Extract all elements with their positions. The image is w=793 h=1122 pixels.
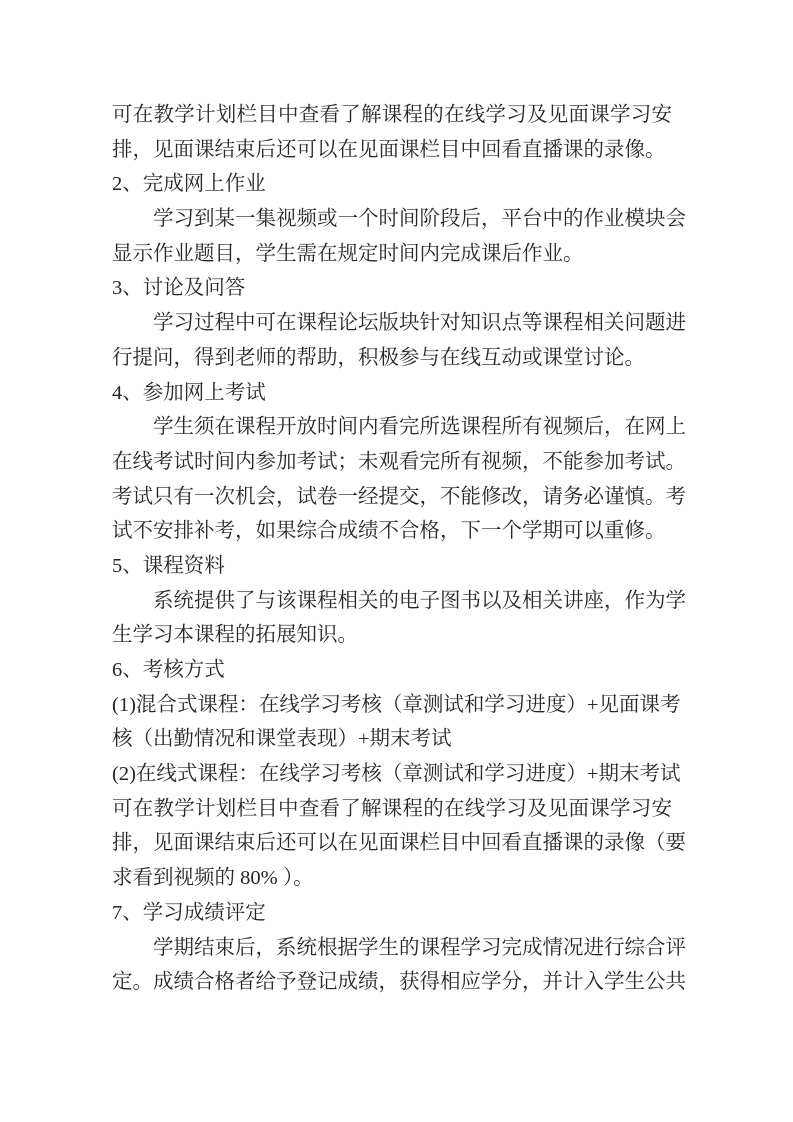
text-line: 学期结束后，系统根据学生的课程学习完成情况进行综合评 — [153, 936, 686, 959]
section-heading: 7、学习成绩评定 — [112, 901, 266, 924]
text-line: 定。成绩合格者给予登记成绩，获得相应学分，并计入学生公共 — [112, 971, 686, 994]
text-line: 核（出勤情况和课堂表现）+期末考试 — [112, 728, 452, 751]
text-line: 排，见面课结束后还可以在见面课栏目中回看直播课的录像。 — [112, 138, 666, 161]
text-line: 生学习本课程的拓展知识。 — [112, 624, 358, 647]
text-line: 学习过程中可在课程论坛版块针对知识点等课程相关问题进 — [153, 312, 686, 335]
section-heading: 3、讨论及问答 — [112, 277, 246, 300]
text-line: 在线考试时间内参加考试；未观看完所有视频，不能参加考试。 — [112, 450, 686, 473]
section-heading: 5、课程资料 — [112, 554, 225, 577]
text-line: 排，见面课结束后还可以在见面课栏目中回看直播课的录像（要 — [112, 832, 686, 855]
text-line: 行提问，得到老师的帮助，积极参与在线互动或课堂讨论。 — [112, 346, 645, 369]
section-heading: 6、考核方式 — [112, 659, 225, 681]
text-line: 系统提供了与该课程相关的电子图书以及相关讲座，作为学 — [153, 589, 686, 612]
text-line: (1)混合式课程：在线学习考核（章测试和学习进度）+见面课考 — [112, 693, 681, 716]
text-block — [112, 98, 686, 1000]
text-line: 学生须在课程开放时间内看完所选课程所有视频后，在网上 — [153, 416, 686, 439]
section-heading: 2、完成网上作业 — [112, 173, 266, 196]
text-line: 求看到视频的 80% ）。 — [112, 867, 314, 890]
text-line: 可在教学计划栏目中查看了解课程的在线学习及见面课学习安 — [112, 797, 672, 820]
text-line: 学习到某一集视频或一个时间阶段后，平台中的作业模块会 — [153, 208, 686, 231]
text-line: 试不安排补考，如果综合成绩不合格，下一个学期可以重修。 — [112, 520, 666, 543]
text-line: 考试只有一次机会，试卷一经提交，不能修改，请务必谨慎。考 — [112, 485, 686, 508]
text-line: 显示作业题目，学生需在规定时间内完成课后作业。 — [112, 242, 584, 265]
text-line: (2)在线式课程：在线学习考核（章测试和学习进度）+期末考试 — [112, 763, 681, 786]
text-line: 可在教学计划栏目中查看了解课程的在线学习及见面课学习安 — [112, 104, 672, 126]
section-heading: 4、参加网上考试 — [112, 381, 266, 404]
